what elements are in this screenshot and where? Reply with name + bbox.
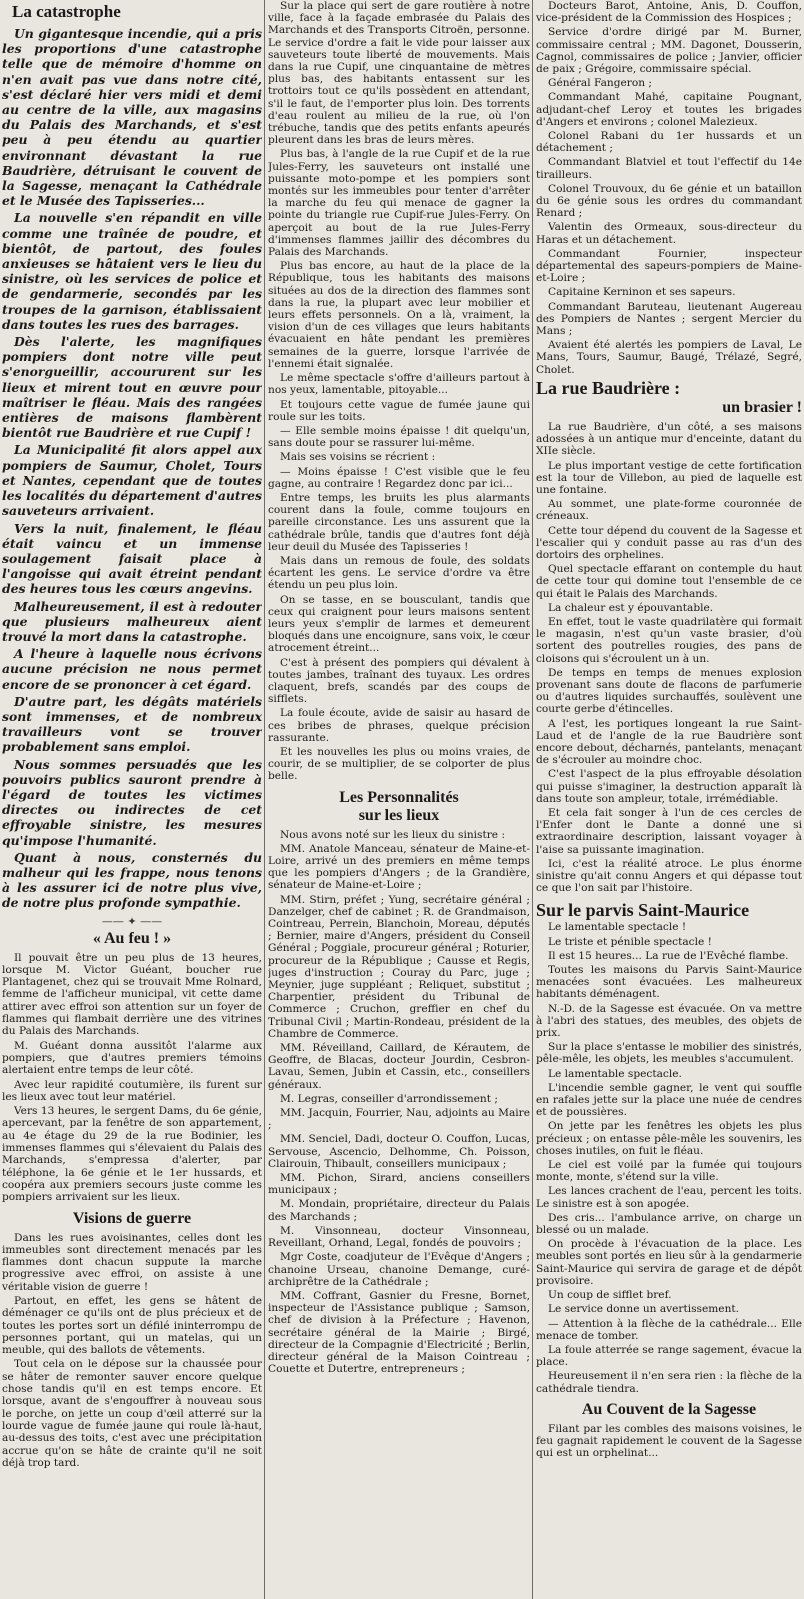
heading-couvent-sagesse: Au Couvent de la Sagesse <box>581 1400 757 1418</box>
paragraph: Mais ses voisins se récrient : <box>280 451 436 464</box>
paragraph: — Attention à la flèche de la cathédrale... Elle menace de tomber. <box>536 1317 802 1342</box>
paragraph: Cette tour dépend du couvent de la Sagesse et l'escalier qui y conduit passe au ras d'un des dortoirs des orphelines. <box>536 524 802 561</box>
paragraph: Quel spectacle effarant on contemple du haut de cette tour qui domine tout l'ensemble de ce qui était le Palais des Marchands. <box>536 563 802 600</box>
paragraph: Nous sommes persuadés que les pouvoirs publics sauront prendre à l'égard de toutes les victimes directes ou indirectes de cet effroyable sinistre, les mesures qu'impose l'humanité. <box>2 756 262 848</box>
separator-ornament: —— ✦ —— <box>101 914 163 928</box>
paragraph: A l'heure à laquelle nous écrivons aucune précision ne nous permet encore de se prononcer à cet égard. <box>2 646 262 692</box>
paragraph: Le plus important vestige de cette fortification est la tour de Villebon, au pied de laquelle est une fontaine. <box>536 459 802 496</box>
paragraph: M. Vinsonneau, docteur Vinsonneau, Reveillant, Orhand, Legal, fondés de pouvoirs ; <box>268 1224 530 1250</box>
paragraph: Malheureusement, il est à redouter que plusieurs malheureux aient trouvé la mort dans la catastrophe. <box>2 598 262 644</box>
paragraph: Colonel Trouvoux, du 6e génie et un bataillon du 6e génie sous les ordres du commandant Renard ; <box>536 182 802 220</box>
couvent-article <box>536 1423 802 1460</box>
paragraph: On jette par les fenêtres les objets les plus précieux ; on entasse pêle-mêle les souvenirs, les choses inutiles, on fuit le fléau. <box>536 1120 802 1157</box>
paragraph: Service d'ordre dirigé par M. Burner, commissaire central ; MM. Dagonet, Dousserin, Cagnol, commissaires de police ; Janvier, officier de paix ; Grégoire, commissaire spécial. <box>536 26 802 76</box>
paragraph: Avec leur rapidité coutumière, ils furent sur les lieux avec tout leur matériel. <box>2 1078 262 1103</box>
paragraph: Filant par les combles des maisons voisines, le feu gagnait rapidement le couvent de la Sagesse qui est un orphelinat... <box>536 1422 802 1460</box>
paragraph: Des cris... l'ambulance arrive, on charge un blessé ou un malade. <box>536 1211 802 1237</box>
paragraph: Le ciel est voilé par la fumée qui toujours monte, monte, s'étend sur la ville. <box>536 1159 802 1184</box>
paragraph: Avaient été alertés les pompiers de Laval, Le Mans, Tours, Saumur, Baugé, Trélazé, Segré, Cholet. <box>536 339 802 376</box>
paragraph: Le lamentable spectacle ! <box>548 921 687 934</box>
personnalites-article <box>268 829 530 1376</box>
intro-article <box>2 26 262 911</box>
parvis-article <box>536 921 802 1394</box>
paragraph: Dans les rues avoisinantes, celles dont les immeubles sont directement menacés par les flammes dont chacun suppute la marche progressive avec effroi, on assiste à une véritable vision de guerre ! <box>2 1231 262 1293</box>
paragraph: La rue Baudrière, d'un côté, a ses maisons adossées à un antique mur d'enceinte, datant du XIIe siècle. <box>536 420 802 458</box>
paragraph: On procède à l'évacuation de la place. Les meubles sont portés en lieu sûr à la gendarmerie Saint-Maurice qui servira de garage et de dépôt provisoire. <box>536 1238 802 1287</box>
paragraph: Dès l'alerte, les magnifiques pompiers dont notre ville peut s'enorgueillir, accoururent sur les lieux et mirent tout en œuvre pour maîtriser le fléau. Mais des rangées entières de maisons flambèrent bientôt rue Baudrière et rue Cupif ! <box>2 334 262 441</box>
paragraph: Docteurs Barot, Antoine, Anis, D. Couffon, vice-président de la Commission des Hospices ; <box>536 0 802 25</box>
heading-parvis-saint-maurice: Sur le parvis Saint-Maurice <box>536 900 750 921</box>
paragraph: Vers 13 heures, le sergent Dams, du 6e génie, apercevant, par la fenêtre de son appartement, au 4e étage du 29 de la rue Bodinier, les immenses flammes qui s'élevaient du Palais des Marchands, s'empressa d'alerter, par téléphone, la 6e génie et le 1er hussards, et coopéra aux premiers secours juste comme les pompiers arrivaient sur les lieux. <box>2 1105 262 1204</box>
paragraph: Valentin des Ormeaux, sous-directeur du Haras et un détachement. <box>536 221 802 246</box>
paragraph: La chaleur est y épouvantable. <box>548 601 714 614</box>
paragraph: Commandant Baruteau, lieutenant Augereau des Pompiers de Nantes ; sergent Mercier du Mans ; <box>536 300 802 338</box>
paragraph: Toutes les maisons du Parvis Saint-Maurice menacées sont évacuées. Les malheureux habitants déménagent. <box>536 964 802 1001</box>
paragraph: Sur la place qui sert de gare routière à notre ville, face à la façade embrasée du Palais des Marchands et des Transports Citroën, personne. Le service d'ordre a fait le vide pour laisser aux sauveteurs toute liberté de mouvements. Mais dans la rue Cupif, une cinquantaine de mètres plus bas, des habitants entassent sur les trottoirs tout ce qu'ils possèdent en attendant, s'il le faut, de l'emporter plus loin. Des torrents d'eau roulent au milieu de la rue, où l'on trébuche, tandis que des petits enfants apeurés pleurent dans les bras de leurs mères. <box>268 0 530 147</box>
paragraph: Un gigantesque incendie, qui a pris les proportions d'une catastrophe telle que de mémoire d'homme on n'en avait pas vue dans notre cité, s'est déclaré hier vers midi et demi au centre de la ville, aux magasins du Palais des Marchands, et s'est peu à peu étendu au quartier environnant dévastant la rue Baudrière, détruisant le couvent de la Sagesse, menaçant la Cathédrale et le Musée des Tapisseries... <box>2 26 262 209</box>
paragraph: Au sommet, une plate-forme couronnée de créneaux. <box>536 498 802 523</box>
paragraph: Mais dans un remous de foule, des soldats écartent les gens. Le service d'ordre va être étendu un peu plus loin. <box>268 554 530 592</box>
crowd-article <box>268 0 530 783</box>
paragraph: Quant à nous, consternés du malheur qui les frappe, nous tenons à les assurer ici de notre plus vive, de notre plus profonde sympathie. <box>2 849 262 911</box>
paragraph: — Moins épaisse ! C'est visible que le feu gagne, au contraire ! Regardez donc par ici... <box>268 465 530 490</box>
column-left <box>2 0 262 1599</box>
paragraph: M. Mondain, propriétaire, directeur du Palais des Marchands ; <box>268 1198 530 1223</box>
paragraph: A l'est, les portiques longeant la rue Saint-Laud et de l'angle de la rue Baudrière sont encore debout, décharnés, pantelants, menaçant de s'écrouler au moindre choc. <box>536 717 802 767</box>
paragraph: On se tasse, en se bousculant, tandis que ceux qui craignent pour leurs maisons sentent leurs yeux s'emplir de larmes et demeurent bloqués dans une encoignure, sans voix, le cœur atrocement étreint... <box>268 593 530 655</box>
paragraph: Commandant Mahé, capitaine Pougnant, adjudant-chef Leroy et toutes les brigades d'Angers et environs ; colonel Malezieux. <box>536 91 802 128</box>
paragraph: Heureusement il n'en sera rien : la flèche de la cathédrale tiendra. <box>536 1370 802 1395</box>
column-rule <box>532 0 533 1599</box>
paragraph: Plus bas, à l'angle de la rue Cupif et de la rue Jules-Ferry, les sauveteurs ont installé une puissante moto-pompe et les pompiers sont montés sur les immeubles pour tenter d'arrêter la marche du feu qui menace de gagner la pointe du triangle rue Cupif-rue Jules-Ferry. On aperçoit au bout de la rue Jules-Ferry d'immenses flammes jaillir des décombres du Palais des Marchands. <box>268 148 530 259</box>
paragraph: Commandant Fournier, inspecteur départemental des sapeurs-pompiers de Maine-et-Loire ; <box>536 247 802 285</box>
paragraph: Tout cela on le dépose sur la chaussée pour se hâter de remonter sauver encore quelque chose tandis qu'il en est temps encore. Et lorsque, avant de s'engouffrer à nouveau sous le porche, on jette un coup d'œil atterré sur la lourde vague de fumée jaune qui roule là-haut, au-dessus des toits, c'est avec une précipitation accrue qu'on se hâte de crainte qu'il ne soit déjà trop tard. <box>2 1358 262 1469</box>
paragraph: Et toujours cette vague de fumée jaune qui roule sur les toits. <box>268 398 530 423</box>
paragraph: Et cela fait songer à l'un de ces cercles de l'Enfer dont le Dante a donné une si extraordinaire description, laissant voyager à l'aise sa puissante imagination. <box>536 806 802 856</box>
paragraph: M. Guéant donna aussitôt l'alarme aux pompiers, que d'autres premiers témoins alertaient entre temps de leur côté. <box>2 1039 262 1077</box>
paragraph: L'incendie semble gagner, le vent qui souffle en rafales jette sur la place une nuée de cendres et de poussières. <box>536 1081 802 1119</box>
heading-rue-baudriere: La rue Baudrière : <box>536 377 681 398</box>
paragraph: MM. Coffrant, Gasnier du Fresne, Bornet, inspecteur de l'Assistance publique ; Samson, chef de division à la Préfecture ; Havenon, secrétaire général de la Mairie ; Birgé, directeur de la Compagnie d'Electricité ; Berlin, directeur général de la Maison Cointreau ; Couette et Dutertre, entrepreneurs ; <box>268 1289 530 1376</box>
paragraph: Entre temps, les bruits les plus alarmants courent dans la foule, comme toujours en pareille circonstance. Les uns assurent que la cathédrale brûle, tandis que d'autres font déjà leur deuil du Musée des Tapisseries ! <box>268 491 530 553</box>
paragraph: MM. Jacquin, Fourrier, Nau, adjoints au Maire ; <box>268 1107 530 1132</box>
paragraph: Colonel Rabani du 1er hussards et un détachement ; <box>536 130 802 155</box>
paragraph: Nous avons noté sur les lieux du sinistre : <box>280 828 506 841</box>
column-rule <box>264 0 265 1599</box>
visions-de-guerre-article <box>2 1232 262 1470</box>
paragraph: La nouvelle s'en répandit en ville comme une traînée de poudre, et bientôt, de partout, des foules anxieuses se hâtaient vers le lieu du sinistre, où les services de police et de gendarmerie, secondés par les troupes de la garnison, établissaient dans toutes les rues des barrages. <box>2 210 262 332</box>
paragraph: Ici, c'est la réalité atroce. Le plus énorme sinistre qu'ait connu Angers et qui dépasse tout ce que l'on sait par l'histoire. <box>536 857 802 895</box>
paragraph: Partout, en effet, les gens se hâtent de déménager ce qu'ils ont de plus précieux et de toutes les portes sort un défilé ininterrompu de personnes portant, qui un matelas, qui un meuble, qui des ballots de vêtements. <box>2 1295 262 1357</box>
paragraph: Capitaine Kerninon et ses sapeurs. <box>548 286 736 299</box>
rue-baudriere-article <box>536 421 802 895</box>
paragraph: Le triste et pénible spectacle ! <box>548 935 712 948</box>
paragraph: Sur la place s'entasse le mobilier des sinistrés, pêle-mêle, les objets, les meubles s'accumulent. <box>536 1041 802 1066</box>
paragraph: MM. Anatole Manceau, sénateur de Maine-et-Loire, arrivé un des premiers en même temps que les pompiers d'Angers ; de la Grandière, sénateur de Maine-et-Loire ; <box>268 842 530 892</box>
paragraph: Et les nouvelles les plus ou moins vraies, de courir, de se multiplier, de se colporter de plus belle. <box>268 745 530 783</box>
paragraph: De temps en temps de menues explosion provenant sans doute de flacons de parfumerie ou d'autres liquides surchauffés, soulèvent une courte gerbe d'étincelles. <box>536 666 802 716</box>
paragraph: Le service donne un avertissement. <box>548 1303 740 1316</box>
paragraph: En effet, tout le vaste quadrilatère qui formait le magasin, n'est qu'un vaste brasier, d'où sortent des poutrelles rougies, des pans de cloisons qui s'écroulent un à un. <box>536 615 802 665</box>
paragraph: D'autre part, les dégâts matériels sont immenses, et de nombreux travailleurs vont se trouver probablement sans emploi. <box>2 693 262 755</box>
paragraph: La foule écoute, avide de saisir au hasard de ces bribes de phrases, quelque précision rassurante. <box>268 707 530 744</box>
paragraph: MM. Stirn, préfet ; Yung, secrétaire général ; Danzelger, chef de cabinet ; R. de Grandmaison, Cointreau, Perrein, Blanchoin, Moreau, députés ; Bernier, maire d'Angers, président du Conseil Général ; Poggiale, procureur général ; Roturier, procureur de la République ; Causse et Regis, juges d'instruction ; Couray du Parc, juge ; Meynier, juge suppléant ; Reliquet, substitut ; Charpentier, président du Tribunal de Commerce ; Cruchon, greffier en chef du Tribunal Civil ; Martin-Rondeau, président de la Chambre de Commerce. <box>268 893 530 1040</box>
paragraph: Mgr Coste, coadjuteur de l'Evêque d'Angers ; chanoine Urseau, chanoine Demange, curé-archiprêtre de la Cathédrale ; <box>268 1251 530 1288</box>
paragraph: M. Legras, conseiller d'arrondissement ; <box>280 1092 498 1105</box>
paragraph: Général Fangeron ; <box>548 77 652 90</box>
paragraph: Vers la nuit, finalement, le fléau était vaincu et un immense soulagement faisait place à l'angoisse qui avait étreint pendant des heures tous les cœurs angevins. <box>2 520 262 597</box>
paragraph: Les lances crachent de l'eau, percent les toits. Le sinistre est à son apogée. <box>536 1185 802 1210</box>
heading-personnalites: Les Personnalités <box>339 788 459 806</box>
heading-visions-de-guerre: Visions de guerre <box>72 1209 192 1227</box>
personnalites-continued <box>536 0 802 376</box>
paragraph: La foule atterrée se range sagement, évacue la place. <box>536 1343 802 1369</box>
column-right <box>536 0 802 1599</box>
heading-catastrophe: La catastrophe <box>12 2 121 21</box>
paragraph: MM. Réveilland, Caillard, de Kérautem, de Geoffre, de Blacas, docteur Jourdin, Cesbron-Lavau, Semen, Jubin et Cassin, etc., conseillers généraux. <box>268 1042 530 1091</box>
paragraph: Le même spectacle s'offre d'ailleurs partout à nos yeux, lamentable, pitoyable... <box>268 372 530 397</box>
paragraph: — Elle semble moins épaisse ! dit quelqu'un, sans doute pour se rassurer lui-même. <box>268 424 530 450</box>
paragraph: Un coup de sifflet bref. <box>548 1289 672 1302</box>
paragraph: C'est à présent des pompiers qui dévalent à toutes jambes, traînant des tuyaux. Les ordres claquent, brefs, scandés par des coups de sifflets. <box>268 656 530 706</box>
heading-sur-les-lieux: sur les lieux <box>358 806 440 824</box>
au-feu-article <box>2 952 262 1204</box>
column-middle <box>268 0 530 1599</box>
paragraph: Commandant Blatviel et tout l'effectif du 14e tirailleurs. <box>536 156 802 181</box>
paragraph: La Municipalité fit alors appel aux pompiers de Saumur, Cholet, Tours et Nantes, cependant que de toutes les localités du département d'autres sauveteurs arrivaient. <box>2 442 262 519</box>
paragraph: Plus bas encore, au haut de la place de la République, tous les habitants des maisons situées au dos de la direction des flammes sont dans la rue, la plupart avec leur mobilier et leurs effets personnels. On a là, vraiment, la vision d'un de ces villages que leurs habitants évacuaient en hâte pendant les premières semaines de la guerre, lorsque l'arrivée de l'ennemi était signalée. <box>268 260 530 370</box>
paragraph: Le lamentable spectacle. <box>548 1067 682 1080</box>
heading-au-feu: « Au feu ! » <box>92 929 172 947</box>
paragraph: MM. Pichon, Sirard, anciens conseillers municipaux ; <box>268 1172 530 1197</box>
paragraph: MM. Senciel, Dadi, docteur O. Couffon, Lucas, Servouse, Ascencio, Delhomme, Ch. Poisson, Clairouin, Thibault, conseillers municipaux ; <box>268 1133 530 1170</box>
paragraph: Il pouvait être un peu plus de 13 heures, lorsque M. Victor Guéant, boucher rue Plantagenet, chez qui se trouvait Mme Rolnard, femme de l'afficheur municipal, vit cette dame attirer avec effroi son attention sur un foyer de flammes qui flambait derrière une des vitrines du Palais des Marchands. <box>2 951 262 1038</box>
heading-un-brasier: un brasier ! <box>722 398 802 416</box>
paragraph: Il est 15 heures... La rue de l'Evêché flambe. <box>548 949 789 962</box>
paragraph: C'est l'aspect de la plus effroyable désolation qui puisse s'imaginer, la destruction apparaît là dans toute son ampleur, totale, irrémédiable. <box>536 768 802 805</box>
paragraph: N.-D. de la Sagesse est évacuée. On va mettre à l'abri des statues, des meubles, des objets de prix. <box>536 1002 802 1040</box>
